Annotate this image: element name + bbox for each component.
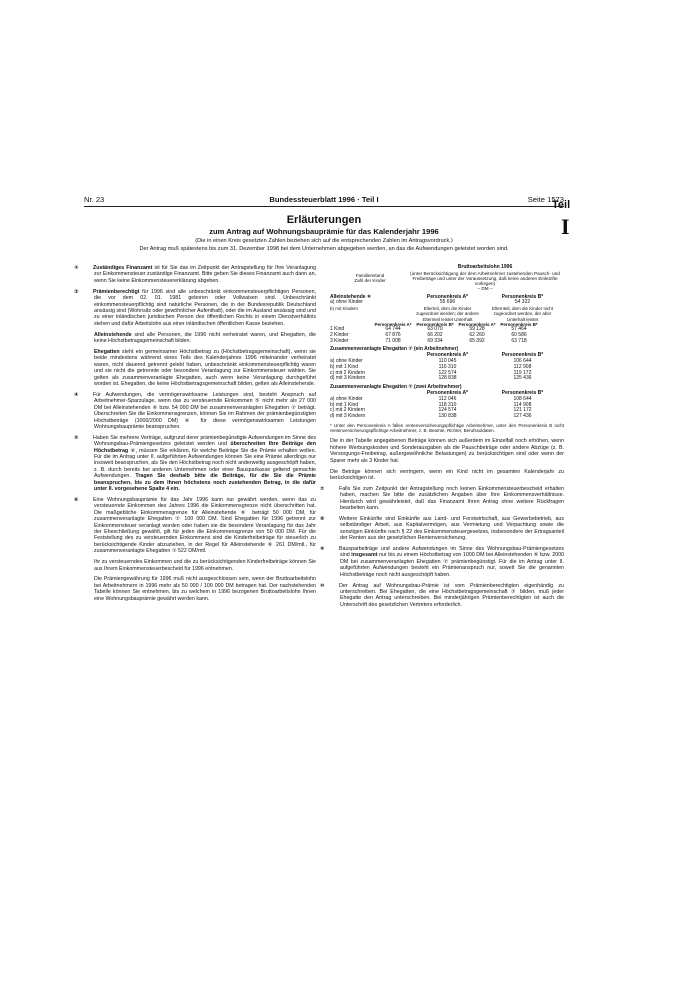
cell-value: 106 644 <box>513 358 532 364</box>
row-label: 2 Kinder <box>330 331 349 338</box>
section-employee-savings <box>74 391 316 430</box>
circled-number: ⑩ <box>320 582 325 589</box>
paragraph-text: für 1996 sind alle unbeschränkt einkommensteuerpflichtigen Personen, die vor dem 02. 01. 1981 geboren oder Vollwaisen sind. Unbeschränkt einkommensteuerpflichtig sind natürliche Personen, die in der Bundesrepublik Deutschland ansässig sind (Wohnsitz oder gewöhnlicher Aufenthalt), oder die im Ausland ansässig sind und zu einer inländischen juristischen Person des öffentlichen Rechts in einem Dienstverhältnis stehen und dafür Arbeitslohn aus einer inländischen öffentlichen Kasse beziehen. <box>94 288 316 327</box>
table-row <box>330 414 564 420</box>
section-multiple-contracts <box>74 434 316 493</box>
cell-value: Elterteil, dem die Kinder zugeordnet werden; der andere Elternteil leistet Unterhalt <box>416 306 479 322</box>
left-column <box>74 265 316 607</box>
gross-wage-table <box>330 265 564 433</box>
cell-value: 65 392 <box>469 337 485 344</box>
section-other-income <box>320 515 564 542</box>
table-row <box>330 376 564 382</box>
circle-numbers-note: (Die in einen Kreis gesetzten Zahlen beziehen sich auf die entsprechenden Zahlen im Antragsvordruck.) <box>195 238 453 244</box>
emphasis-text: überschreiten Ihre Beiträge den Höchstbetrag <box>94 441 316 454</box>
row-label: c) mit 2 Kindern <box>330 407 366 414</box>
circled-number: ⑤ <box>74 434 79 441</box>
cell-value: 67 876 <box>385 331 401 338</box>
cell-value: 118 310 <box>438 401 457 408</box>
document-title: Erläuterungen <box>286 214 362 226</box>
paragraph-text: sind alle Personen, die 1996 nicht verheiratet waren, und Ehegatten, die keine Höchstbetragsgemeinschaft bilden. <box>94 331 316 345</box>
group-b-label: Personenkreis B* <box>416 321 454 327</box>
paragraph-text: Für Aufwendungen, die vermögenswirksame Leistungen sind, besteht Anspruch auf Arbeitnehmer-Sparzulage, wenn das zu versteuernde Einkommen ⑤ nicht mehr als 27 000 DM bei Alleinstehenden ⑥ bzw. 54 000 DM bei zusammenveranlagten Ehegatten ⑦ beträgt. Überschreiten Sie die Einkommensgrenzen, können Sie im Rahmen der prämienbegünstigten Höchstbeträge (1000/2000 DM) ⑧ für diese vermögenswirksamen Leistungen Wohnungsbauprämie beanspruchen. <box>93 391 316 430</box>
cell-value: 119 172 <box>513 369 532 376</box>
cell-value: 54 322 <box>514 299 531 306</box>
cell-value: 110 045 <box>438 358 457 364</box>
cell-value: 55 696 <box>439 299 456 306</box>
cell-value: 122 574 <box>438 369 457 376</box>
cell-value: 112 046 <box>438 395 457 402</box>
col-family-label: Familienstand <box>355 273 385 278</box>
row-label: 3 Kinder <box>330 337 349 344</box>
term-finanzamt: Zuständiges Finanzamt <box>93 265 153 271</box>
emphasis-text: Tragen Sie deshalb bitte die Beiträge, für die Sie die Prämie beanspruchen, bis zu dem Ihnen höchstens noch zustehenden Betrag, in die dafür unter II. vorgesehene Spalte 4 ein. <box>94 473 316 493</box>
table-subtitle: (unter Berücksichtigung der dem Arbeitnehmer zustehenden Pausch- und Freibeträge und unter der Voraussetzung, daß keine anderen Einkünfte vorliegen) <box>410 270 560 287</box>
paragraph-text: Bausparbeiträge und andere Aufwendungen im Sinne des Wohnungsbau-Prämiengesetzes sind <box>339 546 564 559</box>
term-praemienberechtigt: Prämienberechtigt <box>93 288 140 295</box>
term-ehegatten: Ehegatten <box>94 348 120 355</box>
circled-number: ② <box>74 265 79 271</box>
cell-value: 124 574 <box>438 407 457 414</box>
section-income-limit <box>74 497 316 555</box>
cell-value: 62 260 <box>469 331 485 338</box>
group-a-label: Personenkreis A* <box>426 293 469 300</box>
cell-value: 121 172 <box>513 407 532 414</box>
cell-value: Elternteil, dem die Kinder nicht zugeordnet werden, der aber Unterhalt leistet <box>491 306 554 322</box>
single-title: Alleinstehende ⑥ <box>330 293 372 300</box>
cell-value: 114 908 <box>513 401 532 408</box>
row-label: a) ohne Kinder <box>330 299 363 306</box>
cell-value: 128 838 <box>438 375 457 382</box>
row-label: a) ohne Kinder <box>330 395 363 402</box>
section-maximum-amount <box>320 546 564 578</box>
right-column <box>320 264 564 613</box>
paragraph-text: Eine Wohnungsbauprämie für das Jahr 1996 kann nur gewährt werden, wenn das zu versteuernde Einkommen des Jahres 1996 die Einkommensgrenze nicht überschritten hat. Die maßgebliche Einkommensgrenze für Alleinstehende ⑥ beträgt 50 000 DM, für zusammenveranlagte Ehegatten ⑦ 100 000 DM. Sind Ehegatten für 1996 getrennt zur Einkommensteuer veranlagt worden oder haben sie die besondere Veranlagung für das Jahr der Eheschließung gewählt, gilt für jeden die Einkommensgrenze von 50 000 DM. Für die Feststellung des zu versteuernden Einkommens sind die Kinderfreibeträge für steuerlich zu berücksichtigende Kinder abzuziehen, in der Regel für Alleinstehende ⑥ 261 DM/mtl., für zusammenveranlagte Ehegatten ⑦ 522 DM/mtl. <box>93 497 316 555</box>
header-rule <box>84 206 564 207</box>
paragraph-text: Haben Sie mehrere Verträge, aufgrund derer prämienbegünstigte Aufwendungen im Sinne des Wohnungsbau-Prämiengesetzes geleistet werden und <box>93 434 316 448</box>
table-title: Bruttoarbeitslohn 1996 <box>457 264 513 270</box>
section-singles <box>84 332 316 345</box>
issue-number: Nr. 23 <box>84 195 105 204</box>
table-col-family <box>330 265 410 292</box>
table-row <box>330 339 564 345</box>
row-label: a) ohne Kinder <box>330 358 363 364</box>
section-tax-assessment: Ihr zu versteuerndes Einkommen und die zu berücksichtigenden Kinderfreibeträge können Sie aus Ihrem Einkommensteuerbescheid für 1996 entnehmen. <box>94 559 316 572</box>
joint-one-earner-header: Zusammenveranlagte Ehegatten ⑦ (ein Arbeitnehmer) <box>330 346 459 353</box>
circled-number: ③ <box>74 288 79 295</box>
cell-value: 130 838 <box>438 413 457 420</box>
group-a-label: Personenkreis A* <box>374 321 412 327</box>
section-amount-decrease: Die Beträge können sich verringern, wenn ein Kind nicht im gesamten Kalenderjahr zu berücksichtigen ist. <box>330 468 564 481</box>
cell-value: 57 464 <box>511 326 527 333</box>
circled-number: ⑥ <box>74 497 79 503</box>
document-subtitle: zum Antrag auf Wohnungsbauprämie für das Kalenderjahr 1996 <box>209 227 439 236</box>
section-spouses <box>84 349 316 387</box>
teil-roman-numeral: I <box>561 214 570 239</box>
cell-value: 116 310 <box>438 363 457 370</box>
section-amount-increase: Die in der Tabelle angegebenen Beträge können sich außerdem im Einzelfall noch erhöhen, wenn höhere Werbungskosten und Sonderausgaben als die Pauschbeträge oder andere Abzüge (z. B. Versorgungs-Freibetrag, außergewöhnliche Belastungen) zu berücksichtigen sind oder wenn der Sparer mehr als 3 Kinder hat. <box>330 438 564 464</box>
table-row <box>330 306 564 322</box>
cell-value: 63 070 <box>427 326 443 333</box>
table-unit: – DM – <box>477 286 493 292</box>
section-no-assessment <box>320 485 564 512</box>
cell-value: 108 644 <box>513 395 532 402</box>
term-alleinstehende: Alleinstehende <box>94 331 132 338</box>
paragraph-text: nur bis zu einem Höchstbetrag von 1000 DM bei Alleinstehenden ⑥ bzw. 2000 DM bei zusammenveranlagten Ehegatten ⑦ prämienbegünstigt. Für die im Antrag unter II. aufgeführten Aufwendungen besteht ein Prämienanspruch nur, soweit Sie die genannten Höchstbeträge noch nicht ausgeschöpft haben. <box>340 552 564 578</box>
cell-value: 112 908 <box>513 363 532 370</box>
group-b-label: Personenkreis B* <box>501 389 544 396</box>
row-label: b) mit 1 Kind <box>330 401 359 408</box>
group-a-label: Personenkreis A* <box>458 321 496 327</box>
cell-value: 125 436 <box>513 375 532 382</box>
paragraph-text: steht ein gemeinsamer Höchstbetrag zu (Höchstbetragsgemeinschaft), wenn sie beide mindestens während eines Teils des Kalenderjahres 1996 miteinander verheiratet waren, nicht dauernd getrennt gelebt haben, unbeschränkt einkommensteuerpflichtig waren und sie nicht die getrennte oder besondere Veranlagung zur Einkommensteuer wählen. Sie gelten als zusammenveranlagte Ehegatten, auch wenn keine Veranlagung durchgeführt worden ist. Ehegatten, die keine Höchstbetragsgemeinschaft bilden, gelten als Alleinstehende. <box>94 348 316 387</box>
cell-value: 127 436 <box>513 413 532 420</box>
group-b-label: Personenkreis B* <box>500 321 538 327</box>
row-label: b) mit Kindern <box>330 306 359 312</box>
publication-title: Bundessteuerblatt 1996 · Teil I <box>269 195 379 204</box>
group-a-label: Personenkreis A* <box>426 389 469 396</box>
circled-number: ⑦ <box>320 485 325 492</box>
cell-value: 71 008 <box>385 337 401 344</box>
cell-value: 60 586 <box>511 331 527 338</box>
cell-value: 63 718 <box>511 337 527 344</box>
section-tax-office <box>74 265 316 284</box>
row-label: d) mit 3 Kindern <box>330 375 366 382</box>
paragraph-text: ⑧, müssen Sie erklären, für welche Beiträge Sie die Prämie erhalten wollen. Für die im Antrag unter II. aufgeführten Aufwendungen können Sie eine Prämie allerdings nur insoweit beanspruchen, als Sie den Höchstbetrag noch nicht anderweitig ausgeschöpft haben, z. B. durch bereits bei anderen Unternehmen oder einer Bausparkasse geltend gemachte Aufwendungen. <box>94 447 316 480</box>
joint-two-earners-header: Zusammenveranlagte Ehegatten ⑦ (zwei Arbeitnehmer) <box>330 384 462 391</box>
col-children-label: Zahl der Kinder <box>354 278 386 284</box>
section-eligibility <box>74 288 316 327</box>
circled-number: ⑨ <box>320 546 325 553</box>
emphasis-text: insgesamt <box>351 552 378 559</box>
cell-value: 64 744 <box>385 326 401 333</box>
section-gross-wage: Die Prämiengewährung für 1996 muß nicht ausgeschlossen sein, wenn der Bruttoarbeitslohn bei Arbeitnehmern in 1996 mehr als 50 000 / 100 000 DM betragen hat. Der nachstehenden Tabelle können Sie entnehmen, bis zu welchem in 1996 bezogenen Bruttoarbeitslohn Ihnen eine Wohnungsbauprämie gewährt werden kann. <box>94 576 316 602</box>
page-number: Seite 1573 <box>527 195 564 204</box>
row-label: d) mit 3 Kindern <box>330 413 366 420</box>
cell-value: 69 334 <box>427 337 443 344</box>
circled-number: ⑧ <box>320 515 325 522</box>
paragraph-text: Weitere Einkünfte sind Einkünfte aus Land- und Forstwirtschaft, aus Gewerbebetrieb, aus selbständiger Arbeit, aus Kapitalvermögen, aus Vermietung und Verpachtung sowie die sonstigen Einkünfte nach § 22 des Einkommensteuergesetzes, insbesondere der Ertragsanteil der Renten aus der gesetzlichen Rentenversicherung. <box>339 515 564 542</box>
section-signature <box>320 582 564 609</box>
deadline-note: Der Antrag muß spätestens bis zum 31. Dezember 1998 bei dem Unternehmen abgegeben werden, an das die Aufwendungen geleistet worden sind. <box>139 246 509 252</box>
paragraph-text: ist für Sie das im Zeitpunkt der Antragstellung für Ihre Veranlagung zur Einkommensteuer zuständige Finanzamt. Bitte geben Sie dieses Finanzamt auch dann an, wenn Sie keine Einkommensteuererklärung abgeben. <box>94 265 316 284</box>
group-a-label: Personenkreis A* <box>426 352 469 359</box>
group-b-label: Personenkreis B* <box>501 352 544 359</box>
circled-number: ④ <box>74 391 79 398</box>
table-footnote: * Unter den Personenkreis A fallen rentenversicherungspflichtige Arbeitnehmer, unter den Personenkreis B nicht rentenversicherungspflichtige Arbeitnehmer, z. B. Beamte, Richter, Berufssoldaten. <box>330 422 564 434</box>
group-b-label: Personenkreis B* <box>501 293 544 300</box>
cell-value: 66 202 <box>427 331 443 338</box>
paragraph-text: Der Antrag auf Wohnungsbau-Prämie ist vom Prämienberechtigten eigenhändig zu unterschreiben. Bei Ehegatten, die eine Höchstbetragsgemeinschaft ⑦ bilden, muß jeder Ehegatte den Antrag unterschreiben. Bei minderjährigen Prämienberechtigten ist auch die Unterschrift des gesetzlichen Vertreters erforderlich. <box>339 582 564 608</box>
paragraph-text: Falls Sie zum Zeitpunkt der Antragstellung noch keinen Einkommensteuerbescheid erhalten haben, machen Sie bitte die zusätzlichen Angaben über Ihre Einkommensverhältnisse. Hierdurch wird gewährleistet, daß das Finanzamt Ihren Antrag ohne weitere Rückfragen bearbeiten kann. <box>339 485 564 512</box>
row-label: 1 Kind <box>330 326 345 333</box>
teil-label: Teil <box>552 199 571 211</box>
cell-value: 59 128 <box>469 326 485 333</box>
row-label: b) mit 1 Kind <box>330 363 359 370</box>
row-label: c) mit 2 Kindern <box>330 369 366 376</box>
